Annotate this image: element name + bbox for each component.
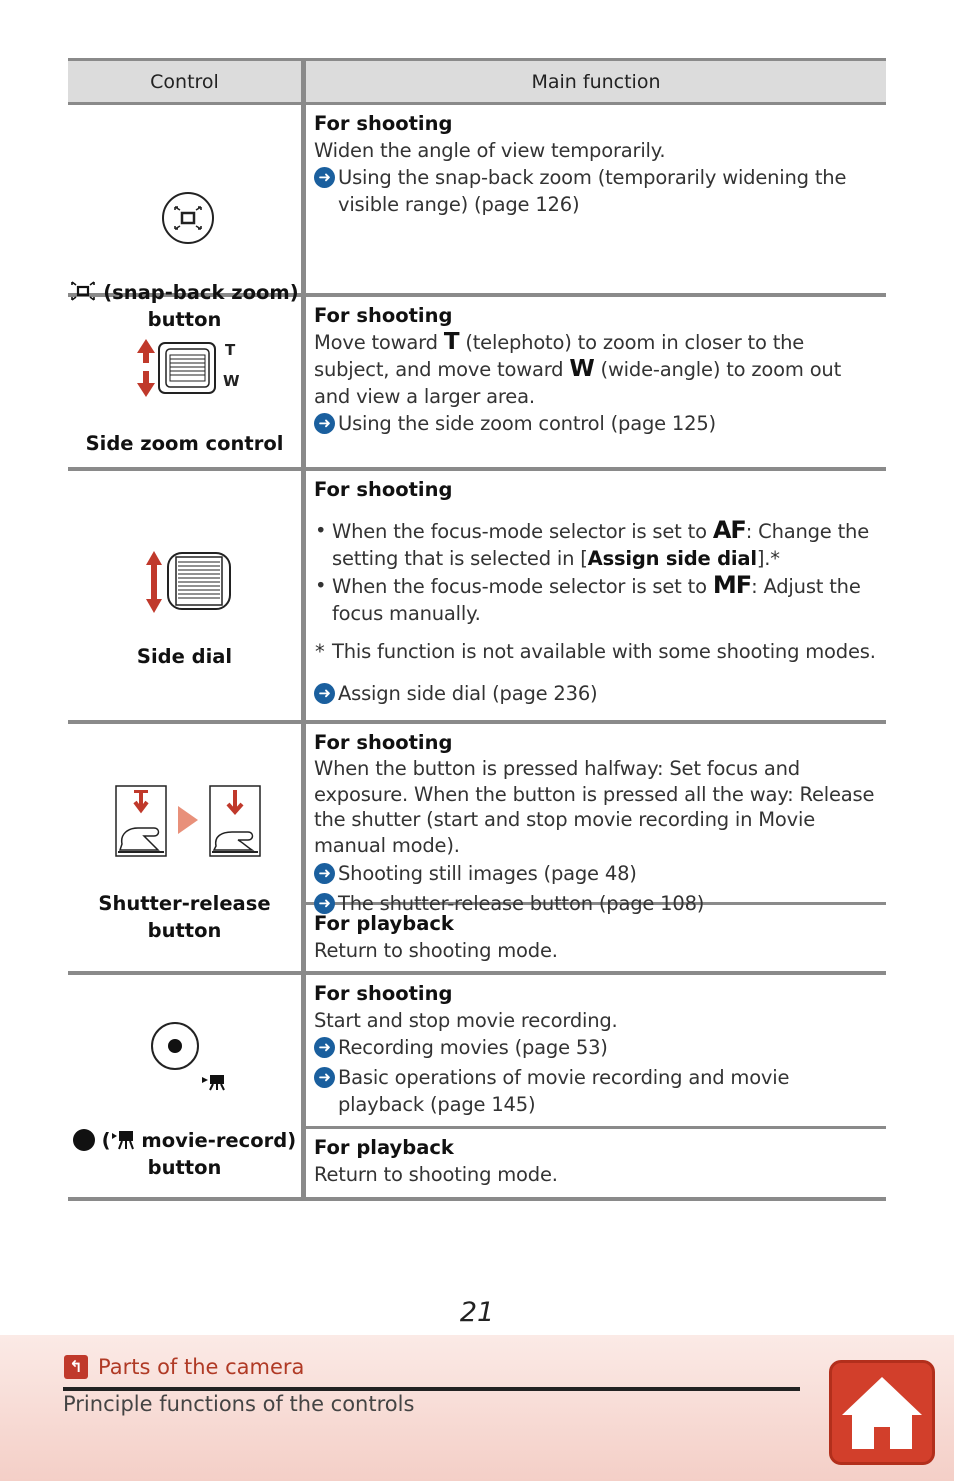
description: Widen the angle of view temporarily. <box>314 139 666 162</box>
arrow-right-icon: ➜ <box>314 893 335 914</box>
table-row <box>68 724 886 975</box>
function-cell <box>306 105 886 293</box>
arrow-right-icon: ➜ <box>314 1067 335 1088</box>
page-reference-link[interactable]: ➜ Assign side dial (page 236) <box>314 680 878 707</box>
home-button[interactable] <box>829 1360 935 1465</box>
wide-indicator: W <box>223 372 240 390</box>
table-row <box>68 105 886 331</box>
control-label: Side zoom control <box>85 432 284 455</box>
shutter-release-icon <box>114 784 262 858</box>
control-label: ( movie-record) button <box>68 1127 301 1181</box>
arrow-right-icon: ➜ <box>314 167 335 188</box>
control-cell <box>68 471 306 720</box>
af-mode-icon: AF <box>712 516 746 544</box>
page-number: 21 <box>459 1297 495 1328</box>
arrow-right-icon: ➜ <box>314 863 335 884</box>
description: Move toward T (telephoto) to zoom in closer to the subject, and move toward W (wide-angle) to zoom out and view a larger area. <box>314 329 842 408</box>
function-cell <box>306 975 886 1197</box>
description: Start and stop movie recording. <box>314 1009 618 1032</box>
function-cell <box>306 724 886 971</box>
control-cell <box>68 297 306 467</box>
page-reference-link[interactable]: ➜ Basic operations of movie recording and movie playback (page 145) <box>314 1064 878 1118</box>
table-row <box>68 471 886 724</box>
control-label: (snap-back zoom) button <box>68 279 301 333</box>
list-item: • When the focus-mode selector is set to AF: Change the setting that is selected in [Assign side dial].* <box>315 516 870 570</box>
controls-table <box>68 58 886 1201</box>
table-header <box>68 58 886 105</box>
arrow-right-icon: ➜ <box>314 683 335 704</box>
wide-symbol: W <box>569 356 595 382</box>
shooting-section <box>306 105 886 218</box>
header-control: Control <box>68 61 306 102</box>
mf-mode-icon: MF <box>712 571 752 599</box>
section-heading: For shooting <box>314 304 453 327</box>
description: Return to shooting mode. <box>314 1163 558 1186</box>
shooting-section <box>306 297 886 437</box>
function-cell <box>306 471 886 720</box>
control-cell <box>68 724 306 971</box>
description: Return to shooting mode. <box>314 939 558 962</box>
description: When the button is pressed halfway: Set focus and exposure. When the button is pressed all the way: Release the shutter (start and stop movie recording in Movie manual mode). <box>314 757 875 857</box>
page-reference-link[interactable]: ➜ Shooting still images (page 48) <box>314 860 878 887</box>
header-main-function: Main function <box>531 70 661 93</box>
page-reference-link[interactable]: ➜ The shutter-release button (page 108) <box>314 890 878 917</box>
record-button-icon <box>73 1129 95 1151</box>
page-reference-link[interactable]: ➜ Recording movies (page 53) <box>314 1034 878 1061</box>
shooting-section <box>306 975 886 1126</box>
section-heading: For shooting <box>314 112 453 135</box>
control-label: Side dial <box>136 645 233 668</box>
table-row <box>68 975 886 1201</box>
control-cell <box>68 975 306 1197</box>
shooting-section <box>306 471 886 707</box>
arrow-right-icon: ➜ <box>314 413 335 434</box>
arrow-right-icon: ➜ <box>314 1037 335 1058</box>
footnote: * This function is not available with some shooting modes. <box>315 640 876 663</box>
home-icon <box>832 1363 932 1462</box>
playback-section <box>306 1126 886 1188</box>
shooting-section <box>306 724 886 915</box>
movie-record-icon <box>150 1021 230 1093</box>
page-reference-link[interactable]: ➜ Using the side zoom control (page 125) <box>314 410 878 437</box>
breadcrumb-section-link[interactable]: Parts of the camera <box>98 1355 305 1379</box>
back-arrow-icon: ↰ <box>64 1355 88 1379</box>
function-cell <box>306 297 886 467</box>
snap-back-zoom-icon <box>161 191 215 245</box>
page-reference-link[interactable]: ➜ Using the snap-back zoom (temporarily widening the visible range) (page 126) <box>314 164 878 218</box>
table-row <box>68 297 886 471</box>
side-dial-icon <box>144 549 234 615</box>
tele-indicator: T <box>225 341 236 359</box>
tele-symbol: T <box>443 329 460 355</box>
section-heading: For shooting <box>314 731 453 754</box>
list-item: • When the focus-mode selector is set to MF: Adjust the focus manually. <box>315 571 861 625</box>
control-label: Shutter-release button <box>98 892 271 942</box>
footer-divider <box>63 1387 800 1391</box>
section-heading: For playback <box>314 1136 454 1159</box>
breadcrumb[interactable] <box>64 1355 304 1379</box>
control-cell <box>68 105 306 331</box>
section-heading: For shooting <box>314 982 453 1005</box>
movie-camera-icon <box>111 1130 135 1150</box>
section-heading: For shooting <box>314 478 453 501</box>
section-heading: For playback <box>314 912 454 935</box>
breadcrumb-subsection: Principle functions of the controls <box>63 1392 415 1416</box>
